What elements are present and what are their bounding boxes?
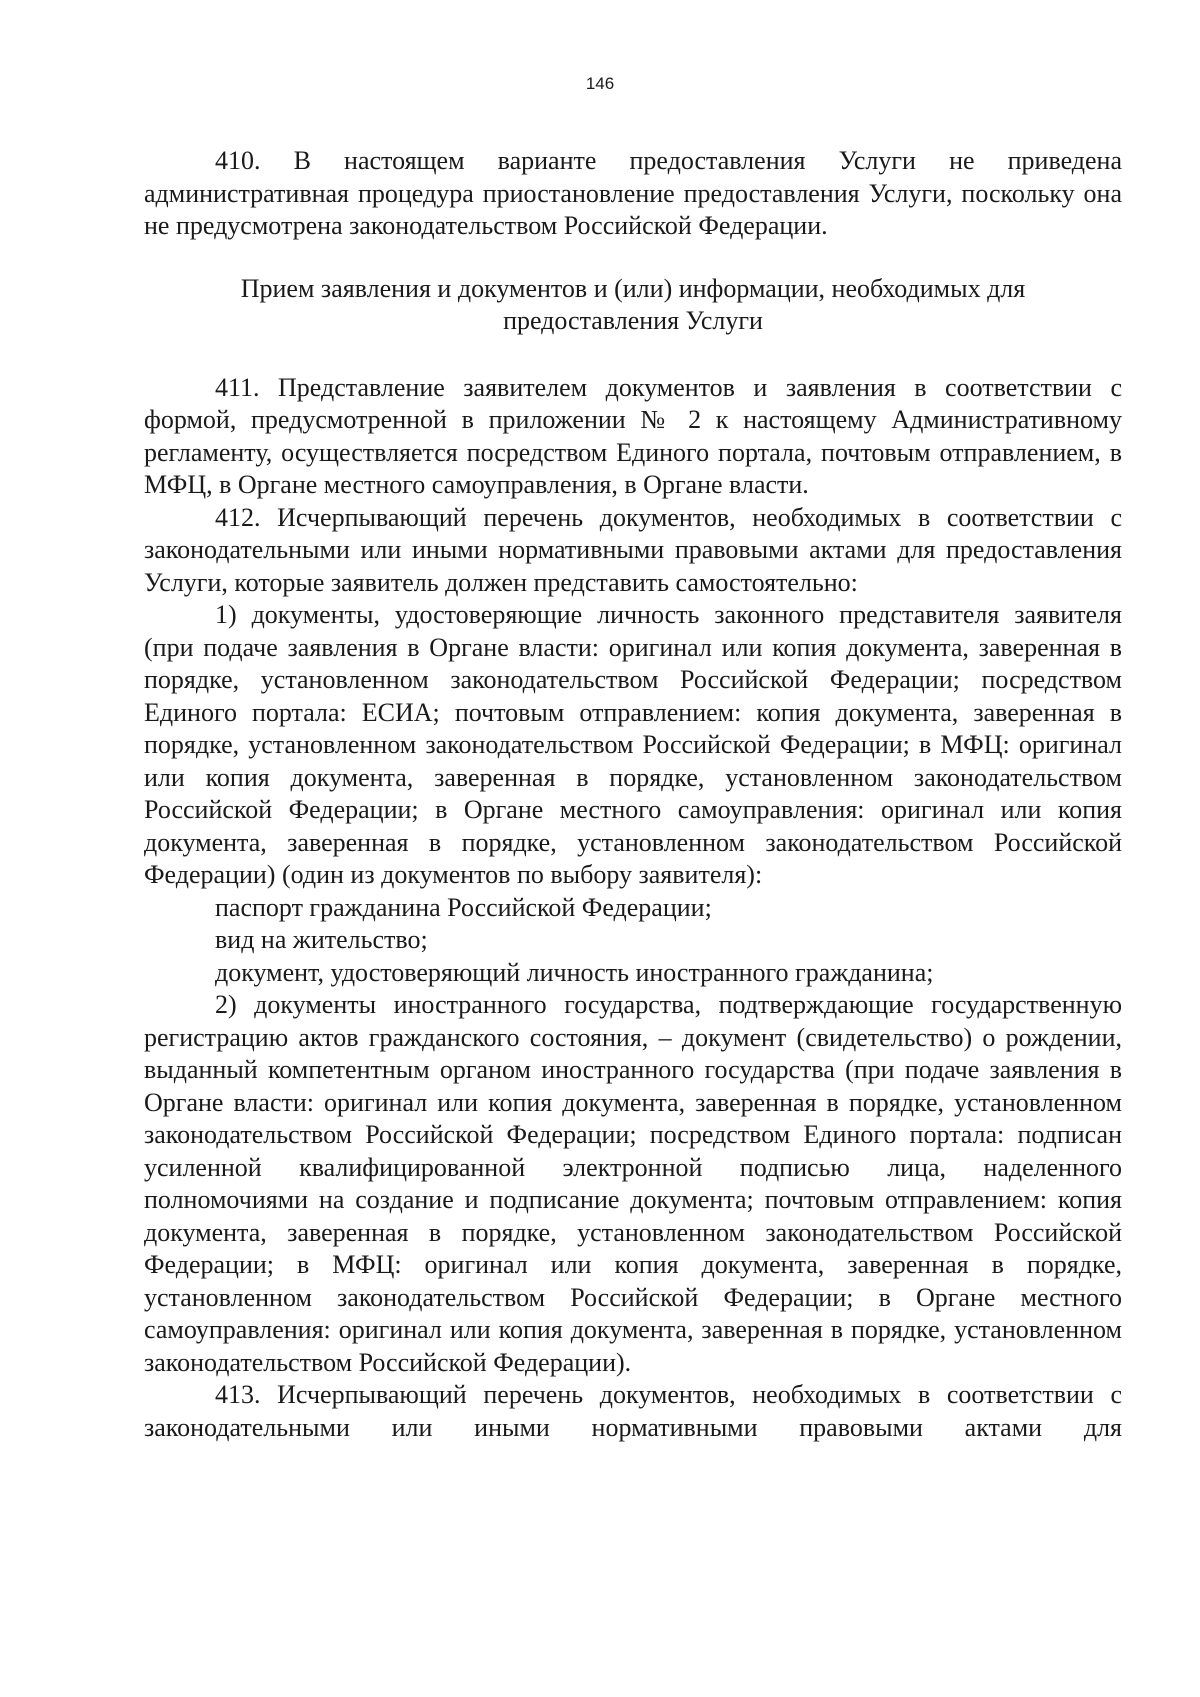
paragraph-413: 413. Исчерпывающий перечень документов, необходимых в соответствии с законодательными или иными нормативными правовыми актами для bbox=[144, 1380, 1122, 1442]
paragraph-410: 410. В настоящем варианте предоставления Услуги не приведена административная процедура приостановление предоставления Услуги, поскольку она не предусмотрена законодательством Российской Федерации. bbox=[144, 146, 1122, 240]
list-item-2: 2) документы иностранного государства, подтверждающие государственную регистрацию актов гражданского состояния, – документ (свидетельство) о рождении, выданный компетентным органом иностранного государства (при подаче заявления в Органе власти: оригинал или копия документа, заверенная в порядке, установленном законодательством Российской Федерации; посредством Единого портала: подписан усиленной квалифицированной электронной подписью лица, наделенного полномочиями на создание и подписание документа; почтовым отправлением: копия документа, заверенная в порядке, установленном законодательством Российской Федерации; в МФЦ: оригинал или копия документа, заверенная в порядке, установленном законодательством Российской Федерации; в Органе местного самоуправления: оригинал или копия документа, заверенная в порядке, установленном законодательством Российской Федерации). bbox=[144, 990, 1122, 1377]
paragraph-411: 411. Представление заявителем документов и заявления в соответствии с формой, предусмотренной в приложении № 2 к настоящему Административному регламенту, осуществляется посредством Единого портала, почтовым отправлением, в МФЦ, в Органе местного самоуправления, в Органе власти. bbox=[144, 372, 1122, 499]
list-subitem-residence-permit: вид на жительство; bbox=[215, 925, 428, 954]
page-number: 146 bbox=[585, 74, 615, 93]
section-heading: Прием заявления и документов и (или) информации, необходимых для предоставления Услуги bbox=[240, 273, 1026, 335]
document-body bbox=[144, 145, 1122, 1444]
list-item-1: 1) документы, удостоверяющие личность законного представителя заявителя (при подаче заявления в Органе власти: оригинал или копия документа, заверенная в порядке, установленном законодательством Российской Федерации; посредством Единого портала: ЕСИА; почтовым отправлением: копия документа, заверенная в порядке, установленном законодательством Российской Федерации; в МФЦ: оригинал или копия документа, заверенная в порядке, установленном законодательством Российской Федерации; в Органе местного самоуправления: оригинал или копия документа, заверенная в порядке, установленном законодательством Российской Федерации) (один из документов по выбору заявителя): bbox=[144, 600, 1122, 889]
list-subitem-passport: паспорт гражданина Российской Федерации; bbox=[215, 892, 712, 922]
list-subitem-foreign-id: документ, удостоверяющий личность иностранного гражданина; bbox=[215, 957, 934, 987]
paragraph-412: 412. Исчерпывающий перечень документов, необходимых в соответствии с законодательными или иными нормативными правовыми актами для предоставления Услуги, которые заявитель должен представить самостоятельно: bbox=[144, 502, 1122, 597]
